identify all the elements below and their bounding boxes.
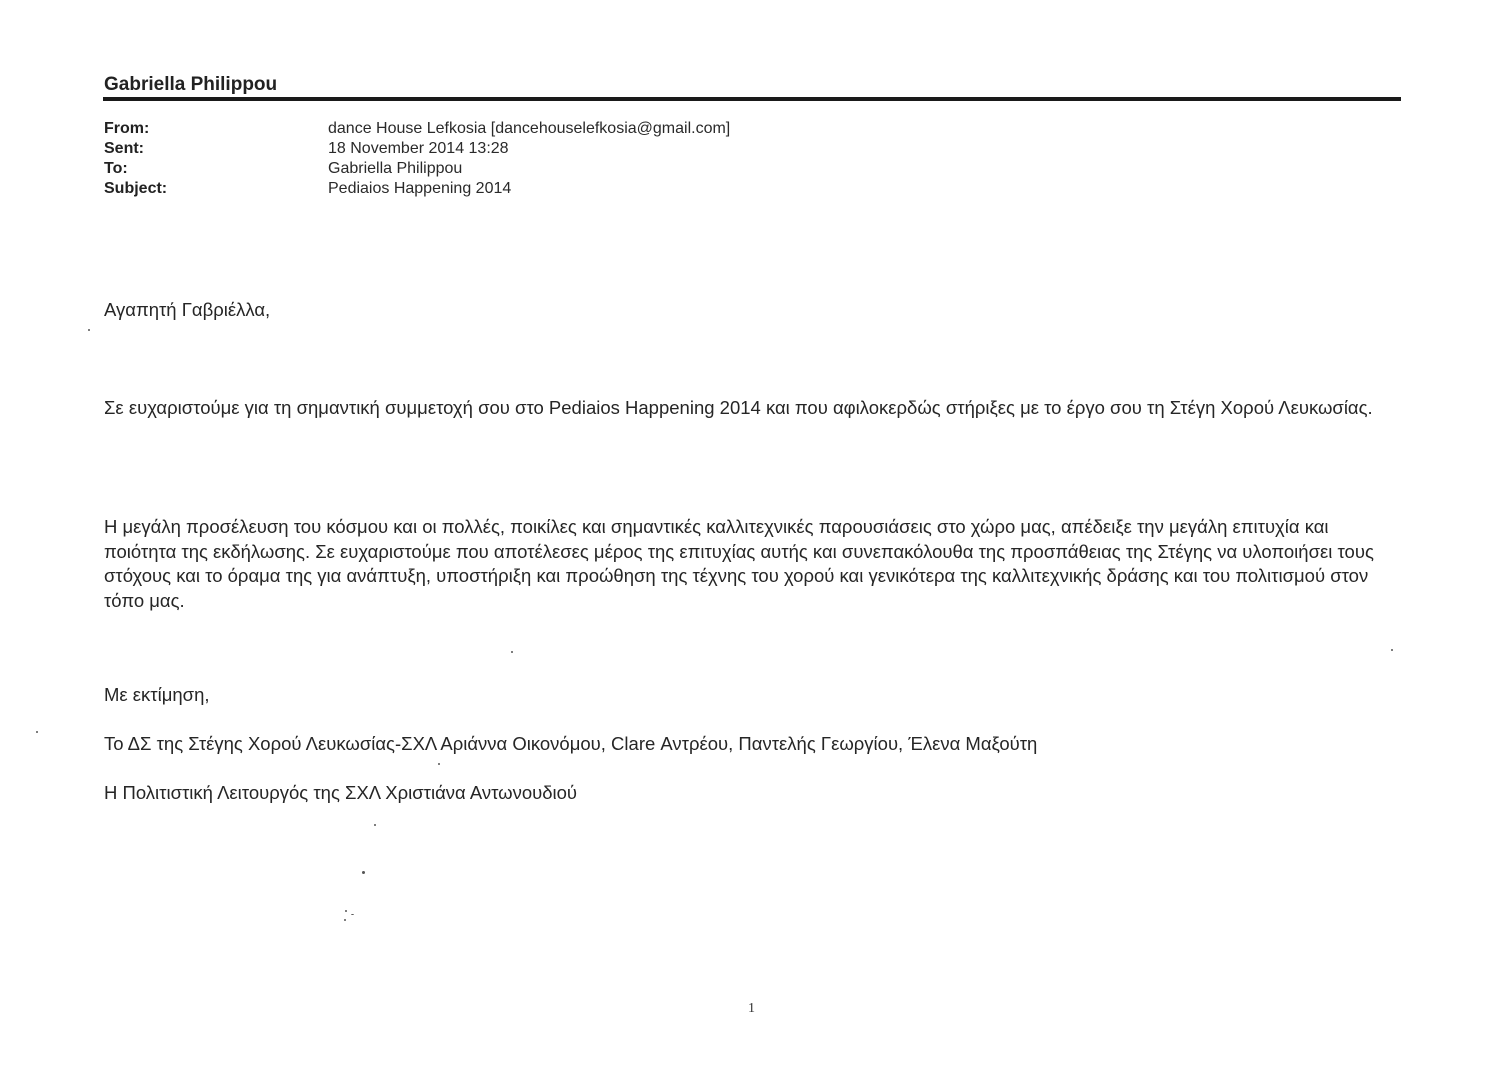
scan-speck bbox=[1391, 649, 1393, 651]
header-row-to bbox=[104, 159, 730, 179]
subject-value: Pediaios Happening 2014 bbox=[328, 180, 512, 197]
closing: Με εκτίμηση, bbox=[104, 684, 210, 705]
scan-speck bbox=[351, 914, 354, 915]
sent-label: Sent: bbox=[104, 140, 144, 157]
to-value: Gabriella Philippou bbox=[328, 160, 463, 177]
to-label: To: bbox=[104, 160, 128, 177]
from-value: dance House Lefkosia [dancehouselefkosia@gmail.com] bbox=[328, 120, 731, 137]
greeting: Αγαπητή Γαβριέλλα, bbox=[104, 299, 271, 320]
body-paragraph-1: Σε ευχαριστούμε για τη σημαντική συμμετοχή σου στο Pediaios Happening 2014 και που αφιλοκερδώς στήριξες με το έργο σου τη Στέγη Χορού Λευκωσίας. bbox=[104, 397, 1373, 418]
scan-speck bbox=[438, 763, 440, 765]
body-paragraph-2: Η μεγάλη προσέλευση του κόσμου και οι πολλές, ποικίλες και σημαντικές καλλιτεχνικές παρουσιάσεις στο χώρο μας, απέδειξε την μεγάλη επιτυχία και ποιότητα της εκδήλωσης. Σε ευχαριστούμε που αποτέλεσες μέρος της επιτυχίας αυτής και συνεπακόλουθα της προσπάθειας της Στέγης να υλοποιήσει τους στόχους και το όραμα της για ανάπτυξη, υποστήριξη και προώθηση της τέχνης του χορού και γενικότερα της καλλιτεχνικής δράσης και του πολιτισμού στον τόπο μας. bbox=[104, 516, 1374, 611]
header-divider bbox=[103, 97, 1401, 101]
page-number: 1 bbox=[748, 1001, 755, 1016]
scan-speck bbox=[36, 731, 38, 733]
board-signature: Το ΔΣ της Στέγης Χορού Λευκωσίας-ΣΧΛ Αριάννα Οικονόμου, Clare Αντρέου, Παντελής Γεωργίου, Έλενα Μαξούτη bbox=[104, 733, 1038, 754]
header-row-sent bbox=[104, 139, 730, 159]
header-row-subject bbox=[104, 179, 730, 199]
sent-value: 18 November 2014 13:28 bbox=[328, 140, 509, 157]
officer-signature: Η Πολιτιστική Λειτουργός της ΣΧΛ Χριστιάνα Αντωνουδιού bbox=[104, 782, 578, 803]
from-label: From: bbox=[104, 120, 150, 137]
scan-speck bbox=[362, 871, 365, 874]
scan-speck bbox=[374, 824, 376, 826]
email-header-table bbox=[104, 119, 730, 199]
subject-label: Subject: bbox=[104, 180, 168, 197]
header-row-from bbox=[104, 119, 730, 139]
sender-name: Gabriella Philippou bbox=[104, 74, 278, 95]
scan-speck bbox=[345, 910, 347, 912]
scan-speck bbox=[511, 651, 513, 653]
scan-speck bbox=[344, 919, 346, 921]
scan-speck bbox=[88, 329, 90, 331]
